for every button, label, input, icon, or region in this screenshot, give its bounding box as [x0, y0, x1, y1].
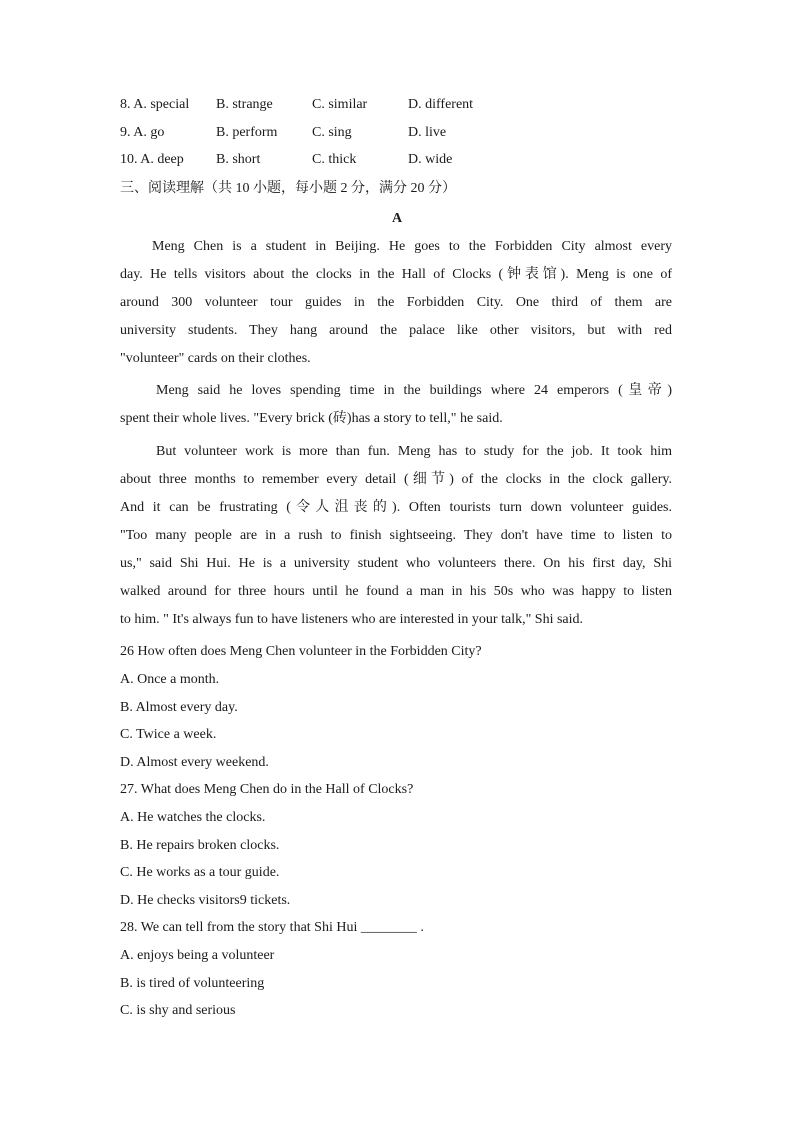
option-c: C. sing	[312, 125, 352, 140]
answer-option: B. He repairs broken clocks.	[120, 838, 280, 853]
answer-option: C. He works as a tour guide.	[120, 865, 280, 880]
option-b: B. perform	[216, 125, 278, 140]
section-title: 三、阅读理解（共 10 小题，每小题 2 分，满分 20 分）	[120, 181, 456, 196]
question-stem: 27. What does Meng Chen do in the Hall of Clocks?	[120, 782, 414, 797]
option-d: D. different	[408, 97, 474, 112]
question-stem: 28. We can tell from the story that Shi Hui ________ .	[120, 920, 424, 935]
passage-line: to him. " It's always fun to have listeners who are interested in your talk," Shi said.	[120, 612, 584, 627]
answer-option: D. Almost every weekend.	[120, 755, 269, 770]
passage-line: But volunteer work is more than fun. Meng has to study for the job. It took him	[156, 444, 672, 459]
answer-option: D. He checks visitors9 tickets.	[120, 893, 291, 908]
passage-line: Meng said he loves spending time in the buildings where 24 emperors (皇帝)	[156, 383, 672, 398]
passage-line: Meng Chen is a student in Beijing. He goes to the Forbidden City almost every	[152, 239, 672, 254]
answer-option: B. Almost every day.	[120, 700, 238, 715]
option-d: D. wide	[408, 152, 453, 167]
passage-line: day. He tells visitors about the clocks in the Hall of Clocks (钟表馆). Meng is one of	[120, 267, 672, 282]
passage-paragraph-3	[120, 443, 672, 639]
passage-line: around 300 volunteer tour guides in the Forbidden City. One third of them are	[120, 295, 672, 310]
option-d: D. live	[408, 125, 447, 140]
answer-option: A. Once a month.	[120, 672, 220, 687]
answer-option: B. is tired of volunteering	[120, 976, 265, 991]
option-a: 9. A. go	[120, 125, 165, 140]
passage-paragraph-1	[120, 238, 672, 378]
passage-label: A	[391, 211, 403, 226]
option-a: 8. A. special	[120, 97, 190, 112]
passage-line: And it can be frustrating (令人沮丧的). Often tourists turn down volunteer guides.	[120, 500, 672, 515]
option-c: C. thick	[312, 152, 357, 167]
option-b: B. short	[216, 152, 261, 167]
option-a: 10. A. deep	[120, 152, 184, 167]
passage-line: spent their whole lives. "Every brick (砖)has a story to tell," he said.	[120, 411, 503, 426]
option-b: B. strange	[216, 97, 273, 112]
passage-line: about three months to remember every detail (细节) of the clocks in the clock gallery.	[120, 472, 672, 487]
passage-line: university students. They hang around the palace like other visitors, but with red	[120, 323, 672, 338]
passage-line: us," said Shi Hui. He is a university student who volunteers there. On his first day, Shi	[120, 556, 672, 571]
passage-line: walked around for three hours until he found a man in his 50s who was happy to listen	[120, 584, 672, 599]
question-stem: 26 How often does Meng Chen volunteer in the Forbidden City?	[120, 644, 482, 659]
answer-option: C. Twice a week.	[120, 727, 217, 742]
passage-paragraph-2	[120, 382, 672, 438]
answer-option: C. is shy and serious	[120, 1003, 236, 1018]
passage-line: "volunteer" cards on their clothes.	[120, 351, 311, 366]
passage-line: "Too many people are in a rush to finish sightseeing. They don't have time to listen to	[120, 528, 672, 543]
option-c: C. similar	[312, 97, 368, 112]
answer-option: A. He watches the clocks.	[120, 810, 266, 825]
answer-option: A. enjoys being a volunteer	[120, 948, 275, 963]
